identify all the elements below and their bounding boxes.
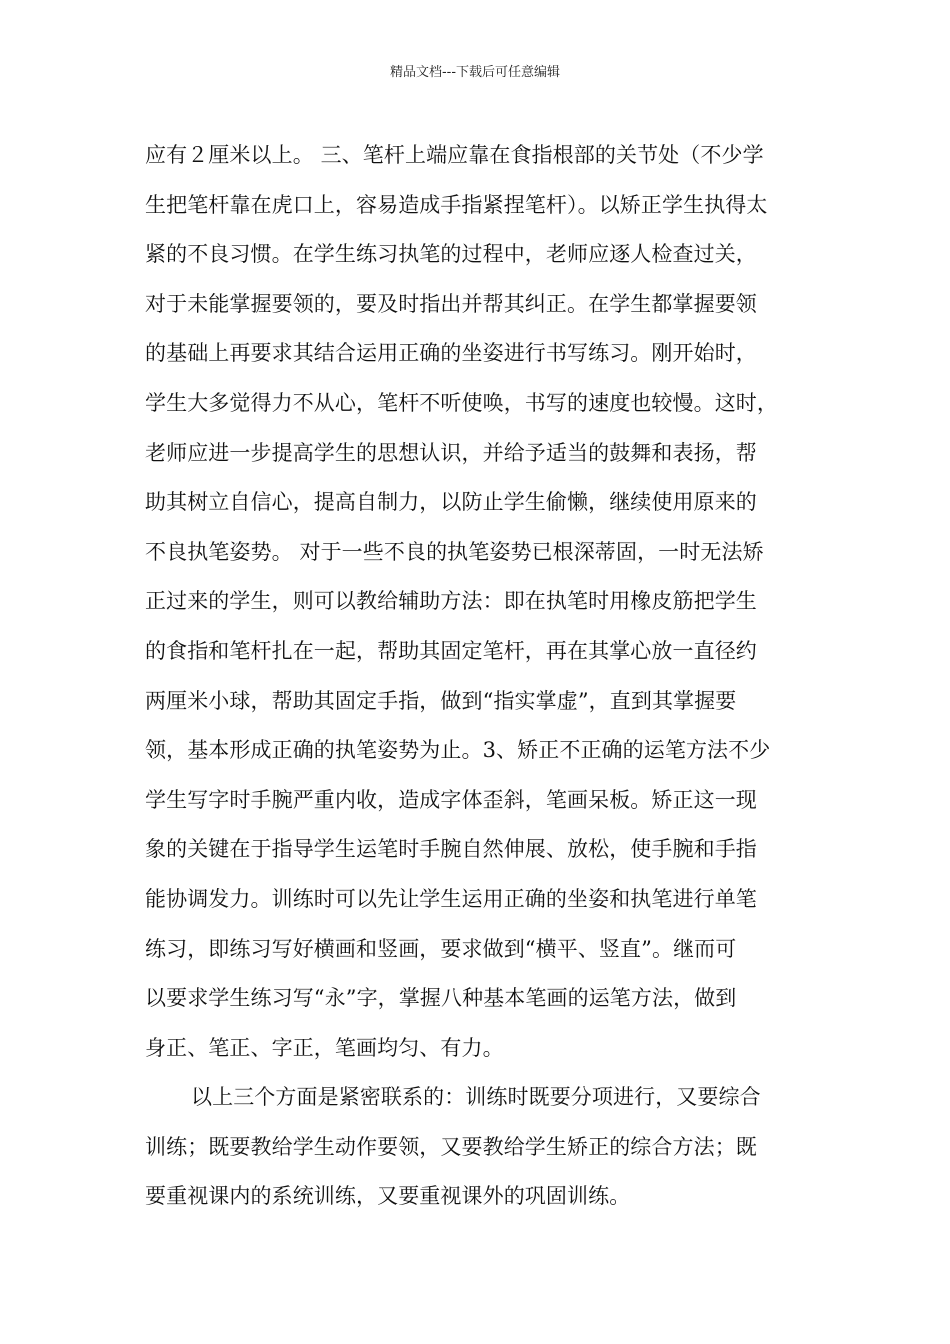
text-line: 应有２厘米以上。 三、笔杆上端应靠在食指根部的关节处（不少学 [145,143,764,167]
text-line: 老师应进一步提高学生的思想认识，并给予适当的鼓舞和表扬，帮 [145,440,757,465]
text-line: 两厘米小球，帮助其固定手指，做到“指实掌虚”，直到其掌握要 [145,688,737,713]
text-line: 以要求学生练习写“永”字，掌握八种基本笔画的运笔方法，做到 [145,986,737,1011]
text-line: 要重视课内的系统训练，又要重视课外的巩固训练。 [145,1184,631,1209]
text-line: 能协调发力。训练时可以先让学生运用正确的坐姿和执笔进行单笔 [145,886,757,911]
text-line: 的基础上再要求其结合运用正确的坐姿进行书写练习。刚开始时， [145,341,757,366]
paragraph-start-line: 以上三个方面是紧密联系的：训练时既要分项进行，又要综合 [191,1085,761,1110]
body-text [145,131,815,1222]
text-line: 练习，即练习写好横画和竖画，要求做到“横平、竖直”。继而可 [145,936,737,961]
text-line: 学生大多觉得力不从心，笔杆不听使唤，书写的速度也较慢。这时， [145,390,778,415]
text-line: 象的关键在于指导学生运笔时手腕自然伸展、放松，使手腕和手指 [145,837,757,862]
text-line: 生把笔杆靠在虎口上，容易造成手指紧捏笔杆）。以矫正学生执得太 [145,192,768,217]
text-line: 领，基本形成正确的执笔姿势为止。3、矫正不正确的运笔方法不少 [145,738,771,763]
text-line: 对于未能掌握要领的，要及时指出并帮其纠正。在学生都掌握要领 [145,291,757,316]
text-line: 紧的不良习惯。在学生练习执笔的过程中，老师应逐人检查过关， [145,242,757,267]
text-line: 正过来的学生，则可以教给辅助方法：即在执笔时用橡皮筋把学生 [145,589,757,614]
text-line: 学生写字时手腕严重内收，造成字体歪斜，笔画呆板。矫正这一现 [145,787,757,812]
text-line: 训练；既要教给学生动作要领，又要教给学生矫正的综合方法；既 [145,1134,757,1159]
text-line: 助其树立自信心，提高自制力，以防止学生偷懒，继续使用原来的 [145,490,757,515]
page-header: 精品文档---下载后可任意编辑 [389,65,561,80]
text-line: 不良执笔姿势。 对于一些不良的执笔姿势已根深蒂固，一时无法矫 [145,539,764,564]
text-line: 的食指和笔杆扎在一起，帮助其固定笔杆，再在其掌心放一直径约 [145,638,757,663]
text-line: 身正、笔正、字正，笔画均匀、有力。 [145,1035,504,1060]
